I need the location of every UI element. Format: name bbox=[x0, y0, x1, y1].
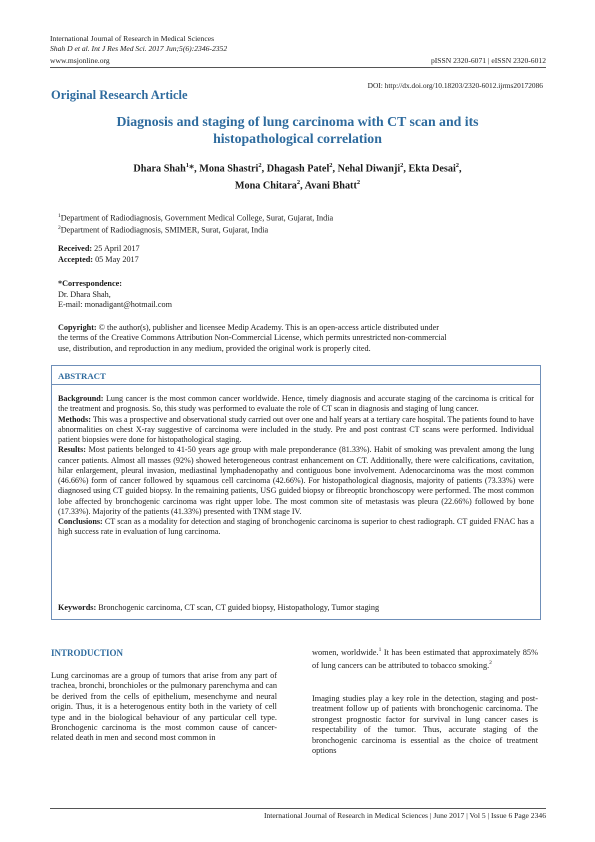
abstract-heading: ABSTRACT bbox=[58, 371, 106, 381]
abstract-results: Results: Most patients belonged to 41-50 years age group with male preponderance (81.33%). Habit of smoking was prevalent among the lung cancer patients. Almost all masses (92%) showed heterogeneous contrast enhancement on CT. Additionally, there were calcifications, cavitation, hilar enlargement, pleural invasion, mediastinal lymphadenopathy and contiguous bone involvement. Adenocarcinoma was the most common (46.66%) form of cancer followed by squamous cell carcinoma (42.66%). For histopathological diagnosis, majority of patients (73.33%) were diagnosed using CT guided biopsy. In the remaining patients, USG guided biopsy or fibreoptic bronchoscopy were performed. The most common lobe affected by bronchogenic carcinoma was right upper lobe. The most common site of metastasis was pleura (22.66%) followed by bone (17.33%). Majority of the patients (41.33%) presented with TNM stage IV. bbox=[58, 445, 534, 516]
received-date: Received: 25 April 2017 bbox=[58, 244, 140, 253]
intro-right-paragraph-1: women, worldwide.$^1$ It has been estimated that approximately 85% of lung cancers can be attributed to tobacco smoking.$^2$ bbox=[312, 647, 538, 670]
page-footer: International Journal of Research in Medical Sciences | June 2017 | Vol 5 | Issue 6 Page 2346 bbox=[263, 811, 546, 820]
issn: pISSN 2320-6071 | eISSN 2320-6012 bbox=[430, 56, 546, 65]
abstract-divider bbox=[51, 384, 541, 385]
journal-name: International Journal of Research in Medical Sciences bbox=[50, 34, 215, 43]
correspondence-email[interactable]: E-mail: monadigant@hotmail.com bbox=[58, 300, 172, 309]
website-link[interactable]: www.msjonline.org bbox=[50, 56, 110, 65]
affiliation-1: $^1$Department of Radiodiagnosis, Government Medical College, Surat, Gujarat, India bbox=[58, 213, 334, 223]
abstract-methods: Methods: This was a prospective and observational study carried out over one and half years at a tertiary care hospital. The patients found to have abnormalities on chest X-ray suggestive of carcinoma were included in the study. Pre and post contrast CT scans were performed. Individual patient biopsies were done for histopathological staging. bbox=[58, 414, 534, 444]
abstract-conclusions: Conclusions: CT scan as a modality for detection and staging of bronchogenic carcinoma is superior to chest radiograph. CT guided FNAC has a high success rate in evaluation of lung carcinoma. bbox=[58, 517, 534, 537]
header-rule bbox=[50, 67, 546, 68]
abstract-background: Background: Lung cancer is the most common cancer worldwide. Hence, timely diagnosis and accurate staging of the carcinoma is critical for the treatment and prognosis. So, this study was performed to evaluate the role of CT scan in diagnosis and staging of lung cancer. bbox=[58, 394, 534, 414]
intro-right-paragraph-2: Imaging studies play a key role in the detection, staging and post-treatment follow up of patients with bronchogenic carcinoma. The strongest prognostic factor for survival in lung cancer cases is respectability of the tumor. Thus, accurate staging of the bronchogenic carcinoma is essential as the choice of treatment options bbox=[312, 694, 538, 756]
accepted-date: Accepted: 05 May 2017 bbox=[58, 255, 139, 264]
affiliation-2: $^2$Department of Radiodiagnosis, SMIMER, Surat, Gujarat, India bbox=[58, 225, 269, 235]
article-type: Original Research Article bbox=[51, 88, 188, 102]
correspondence: *Correspondence: Dr. Dhara Shah, E-mail: monadigant@hotmail.com bbox=[58, 279, 172, 309]
intro-left-paragraph: Lung carcinomas are a group of tumors that arise from any part of trachea, bronchi, bronchioles or the pulmonary parenchyma and can be derived from the cells of epithelium, mesenchyme and neural origin. Thus, it is a heterogenous entity both in the variety of cell type and in the biological behaviour of any particular cell type. Bronchogenic carcinoma is the most common cause of cancer-related death in men and second most common in bbox=[51, 671, 277, 743]
doi-link[interactable]: DOI: http://dx.doi.org/10.18203/2320-6012.ijrms20172086 bbox=[367, 81, 543, 90]
footer-rule bbox=[50, 808, 546, 809]
copyright-notice: Copyright: © the author(s), publisher and licensee Medip Academy. This is an open-access article distributed under the terms of the Creative Commons Attribution Non-Commercial License, which permits unrestricted non-commercial use, distribution, and reproduction in any medium, provided the original work is properly cited. bbox=[58, 323, 447, 353]
abstract-body bbox=[58, 394, 534, 538]
keywords: Keywords: Bronchogenic carcinoma, CT scan, CT guided biopsy, Histopathology, Tumor staging bbox=[58, 603, 380, 612]
article-title: Diagnosis and staging of lung carcinoma with CT scan and its histopathological correlation bbox=[116, 114, 479, 146]
introduction-heading: INTRODUCTION bbox=[51, 648, 124, 658]
citation: Shah D et al. Int J Res Med Sci. 2017 Jun;5(6):2346-2352 bbox=[50, 44, 228, 53]
author-list: Dhara Shah$^1$*, Mona Shastri$^2$, Dhagash Patel$^2$, Nehal Diwanji$^2$, Ekta Desai$^2$, Mona Chitara$^2$, Avani Bhatt$^2$ bbox=[133, 162, 462, 192]
